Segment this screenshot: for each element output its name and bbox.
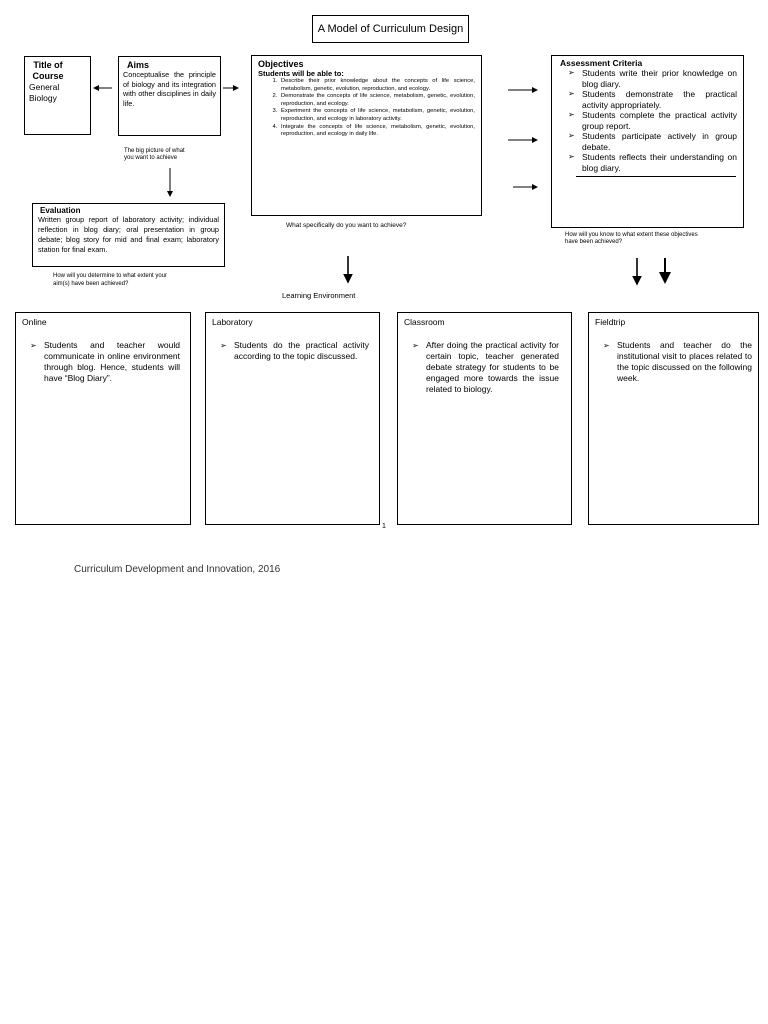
- arrow-bullet-icon: ➢: [220, 341, 227, 350]
- aims-text: Conceptualise the principle of biology and its integration with other disciplines in daily life.: [123, 70, 216, 108]
- assessment-heading: Assessment Criteria: [560, 58, 643, 68]
- online-text: ➢ Students and teacher would communicate in online environment through blog. Hence, students will have “Blog Diary”.: [30, 340, 180, 383]
- arrow-bullet-icon: ➢: [568, 110, 575, 119]
- arrow-bullet-icon: ➢: [30, 341, 37, 350]
- classroom-heading: Classroom: [404, 317, 445, 327]
- online-heading: Online: [22, 317, 47, 327]
- assessment-item: ➢ Students write their prior knowledge on blog diary.: [568, 68, 737, 89]
- arrow-bullet-icon: ➢: [568, 89, 575, 98]
- arrow-bullet-icon: ➢: [568, 131, 575, 140]
- fieldtrip-heading: Fieldtrip: [595, 317, 626, 327]
- assessment-item: ➢ Students reflects their understanding on blog diary.: [568, 152, 737, 173]
- diagram-title: A Model of Curriculum Design: [312, 15, 469, 43]
- objective-item: 4. Integrate the concepts of life science, metabolism, genetic, evolution, reproduction, and ecology in daily life.: [279, 124, 475, 139]
- arrow-bullet-icon: ➢: [412, 341, 419, 350]
- objectives-caption: What specifically do you want to achieve?: [286, 222, 407, 229]
- objectives-heading: Objectives: [258, 59, 304, 69]
- assessment-caption: How will you know to what extent these objectives have been achieved?: [565, 232, 698, 245]
- objective-item: 2. Demonstrate the concepts of life science, metabolism, genetic, evolution, reproduction, and ecology.: [279, 93, 475, 108]
- laboratory-text: ➢ Students do the practical activity according to the topic discussed.: [220, 340, 369, 361]
- objectives-subheading: Students will be able to:: [258, 69, 344, 78]
- evaluation-heading: Evaluation: [40, 206, 81, 215]
- course-heading: Title of Course: [32, 60, 64, 81]
- assessment-item: ➢ Students participate actively in group debate.: [568, 131, 737, 152]
- arrow-bullet-icon: ➢: [603, 341, 610, 350]
- classroom-text: ➢ After doing the practical activity for certain topic, teacher generated debate strategy for students to be engaged more towards the issue related to biology.: [412, 340, 559, 394]
- fieldtrip-text: ➢ Students and teacher do the institutional visit to places related to the topic discussed on the following week.: [603, 340, 752, 383]
- objective-item: 1. Describe their prior knowledge about the concepts of life science, metabolism, genetic, evolution, reproduction, and ecology.: [279, 78, 475, 93]
- aims-caption: The big picture of what you want to achieve: [124, 148, 185, 161]
- aims-heading: Aims: [127, 60, 150, 70]
- objective-item: 3. Experiment the concepts of life science, metabolism, genetic, evolution, reproduction, and ecology in laboratory activity.: [279, 108, 475, 123]
- course-name: General Biology: [29, 82, 60, 103]
- footer-text: Curriculum Development and Innovation, 2016: [74, 564, 281, 575]
- evaluation-caption: How will you determine to what extent your aim(s) have been achieved?: [53, 273, 168, 287]
- assessment-item: ➢ Students complete the practical activity group report.: [568, 110, 737, 131]
- laboratory-heading: Laboratory: [212, 317, 253, 327]
- arrow-bullet-icon: ➢: [568, 152, 575, 161]
- arrow-bullet-icon: ➢: [568, 68, 575, 77]
- evaluation-text: Written group report of laboratory activity; individual reflection in blog diary; oral presentation in group debate; blog story for mid and final exam; laboratory station for final exam.: [38, 215, 219, 254]
- assessment-item: ➢ Students demonstrate the practical activity appropriately.: [568, 89, 737, 110]
- page-number: 1: [382, 523, 386, 530]
- learning-environment-label: Learning Environment: [282, 291, 356, 300]
